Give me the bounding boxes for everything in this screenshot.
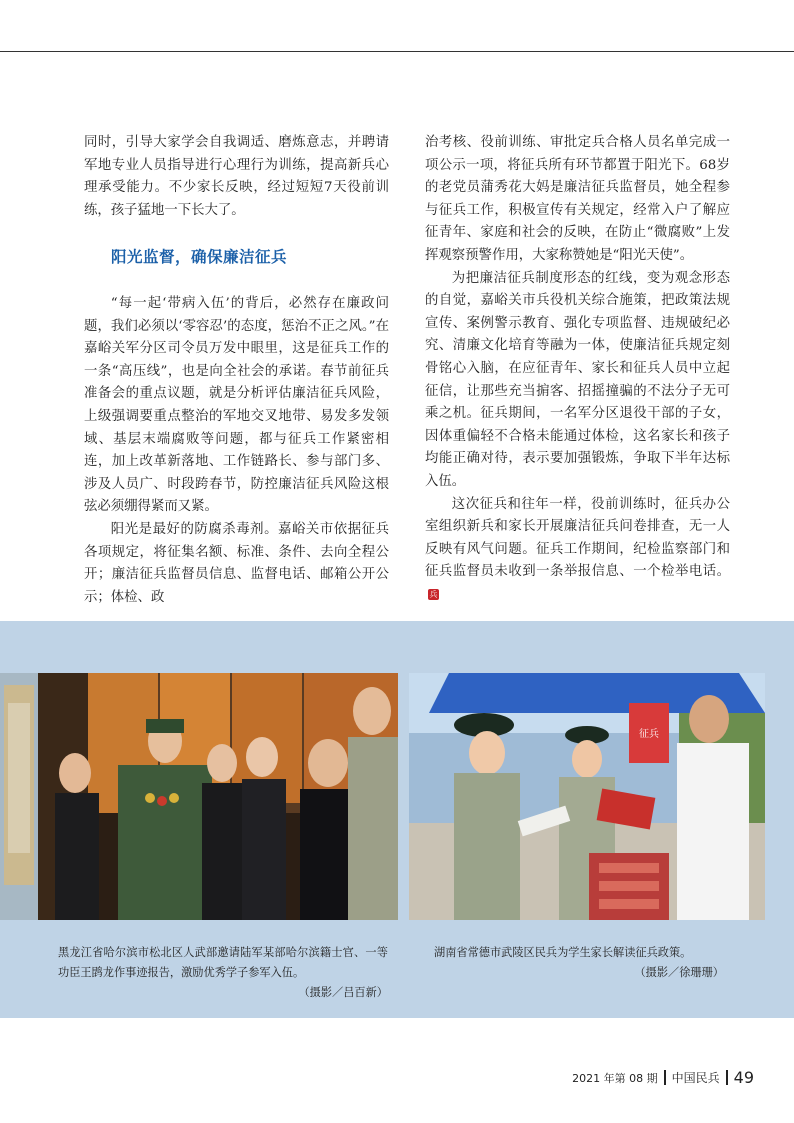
header-rule <box>0 51 794 52</box>
footer-divider <box>664 1070 666 1085</box>
article-paragraph: 阳光是最好的防腐杀毒剂。嘉峪关市依据征兵各项规定，将征集名额、标准、条件、去向全程公开；廉洁征兵监督员信息、监督电话、邮箱公开公示；体检、政 <box>84 521 389 605</box>
page-footer <box>572 1068 754 1087</box>
caption-text: 湖南省常德市武陵区民兵为学生家长解读征兵政策。 <box>434 946 692 959</box>
photo-panel <box>0 621 794 1018</box>
section-heading: 阳光监督，确保廉洁征兵 <box>111 248 288 267</box>
article-paragraph-text: 这次征兵和往年一样，役前训练时，征兵办公室组织新兵和家长开展廉洁征兵问卷排查，无一人反映有风气问题。征兵工作期间，纪检监察部门和征兵监督员未收到一条举报信息、一个检举电话。 <box>425 496 730 580</box>
article-end-mark-icon: 兵 <box>429 589 438 599</box>
photo-credit: （摄影／徐珊珊） <box>634 966 724 979</box>
photo-soldier-report <box>0 673 398 920</box>
photo-policy-explanation <box>409 673 765 920</box>
footer-issue: 2021 年第 08 期 <box>572 1071 658 1085</box>
article-paragraph <box>425 494 730 607</box>
article-column-right <box>425 132 730 606</box>
article-paragraph: “每一起‘带病入伍’的背后，必然存在廉政问题，我们必须以‘零容忍’的态度，惩治不正之风。”在嘉峪关军分区司令员万发中眼里，这是征兵工作的一条“高压线”，也是向全社会的承诺。春节前征兵准备会的重点议题，就是分析评估廉洁征兵风险，上级强调要重点整治的军地交叉地带、易发多发领域、基层末端腐败等问题，都与征兵工作紧密相连，加上改革新落地、工作链路长、参与部门多、涉及人员广、时段跨春节，防控廉洁征兵风险这根弦必须绷得紧而又紧。 <box>84 295 389 515</box>
footer-divider <box>726 1070 728 1085</box>
article-paragraph: 为把廉洁征兵制度形态的红线，变为观念形态的自觉，嘉峪关市兵役机关综合施策，把政策法规宣传、案例警示教育、强化专项监督、违规破纪必究、清廉文化培育等融为一体，使廉洁征兵规定刻骨铭心入脑，在应征青年、家长和征兵人员中立起征信，让那些充当掮客、招摇撞骗的不法分子无可乘之机。征兵期间，一名军分区退役干部的子女，因体重偏轻不合格未能通过体检，这名家长和孩子均能正确对待，表示要加强锻炼，争取下半年达标入伍。 <box>425 270 730 489</box>
caption-text: 黑龙江省哈尔滨市松北区人武部邀请陆军某部哈尔滨籍士官、一等功臣王鹍龙作事迹报告，激励优秀学子参军入伍。 <box>58 946 388 979</box>
photo-caption-left <box>58 943 388 1003</box>
article-column-left <box>84 132 389 609</box>
photo-caption-right <box>434 943 724 983</box>
photo-credit: （摄影／吕百新） <box>298 986 388 999</box>
article-paragraph: 同时，引导大家学会自我调适、磨炼意志，并聘请军地专业人员指导进行心理行为训练，提高新兵心理承受能力。不少家长反映，经过短短7天役前训练，孩子猛地一下长大了。 <box>84 135 389 218</box>
footer-publication: 中国民兵 <box>671 1071 720 1085</box>
photo-sign-text: 征兵 <box>639 729 659 740</box>
page-number: 49 <box>733 1068 754 1087</box>
photo-soldier-report-image <box>0 673 398 920</box>
photo-policy-explanation-image <box>409 673 765 920</box>
article-paragraph: 治考核、役前训练、审批定兵合格人员名单完成一项公示一项，将征兵所有环节都置于阳光下。68岁的老党员蒲秀花大妈是廉洁征兵监督员，她全程参与征兵工作，积极宣传有关规定，经常入户了解应征青年、家庭和社会的反映，在防止“微腐败”上发挥观察预警作用，大家称赞她是“阳光天使”。 <box>425 135 730 263</box>
